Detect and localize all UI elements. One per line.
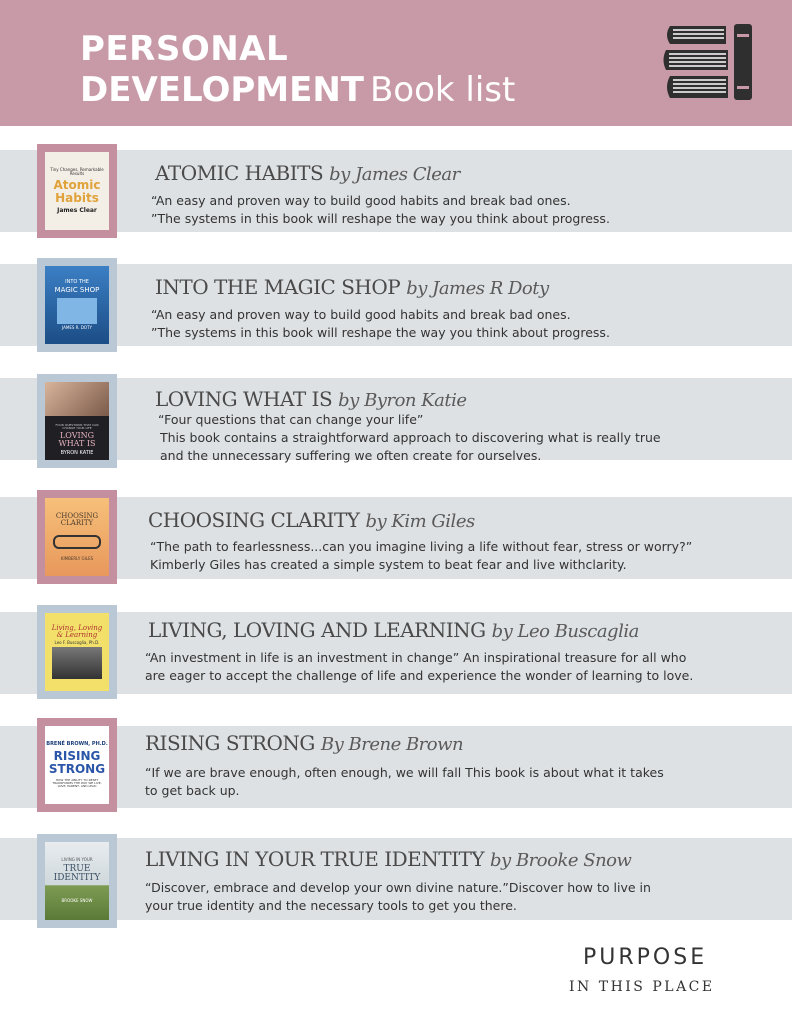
desc-line: “An investment in life is an investment in change” An inspirational treasure for all who: [145, 650, 687, 665]
book-title: ATOMIC HABITS: [155, 161, 324, 185]
desc-line: “The path to fearlessness...can you imagine living a life without fear, stress or worry?”: [150, 539, 693, 554]
footer-brand-line2: IN THIS PLACE: [569, 979, 715, 995]
cover-title: CHOOSING CLARITY: [55, 511, 99, 527]
cover-title: MAGIC SHOP: [54, 285, 100, 294]
book-cover-frame: [37, 834, 117, 928]
cover-portrait-graphic: [45, 382, 109, 416]
book-cover-frame: [37, 718, 117, 812]
cover-photo-graphic: [52, 647, 102, 679]
desc-line: and the unnecessary suffering we often create for ourselves.: [160, 448, 542, 463]
book-title: LIVING, LOVING AND LEARNING: [148, 618, 486, 642]
book-author: By Brene Brown: [320, 734, 464, 755]
cover-author: JAMES R. DOTY: [62, 325, 92, 331]
book-author: by Byron Katie: [338, 390, 467, 411]
book-author: by Kim Giles: [365, 511, 475, 532]
cover-title: Living, Loving & Learning: [51, 623, 103, 639]
book-title: CHOOSING CLARITY: [148, 508, 360, 532]
book-cover-atomic-habits: [45, 152, 109, 230]
cover-tagline: Tiny Changes, Remarkable Results: [50, 167, 104, 177]
cover-tagline: FOUR QUESTIONS THAT CAN CHANGE YOUR LIFE: [55, 422, 99, 430]
book-title-line: [155, 386, 467, 414]
cover-glasses-graphic: [53, 535, 101, 549]
cover-title: LOVING WHAT IS: [58, 430, 96, 449]
book-title-line: [148, 617, 639, 645]
desc-line: “An easy and proven way to build good habits and break bad ones.: [151, 307, 571, 322]
book-cover-true-identity: [45, 842, 109, 920]
book-cover-living-loving-learning: [45, 613, 109, 691]
desc-line: This book contains a straightforward approach to discovering what is really true: [160, 430, 661, 445]
book-title: INTO THE MAGIC SHOP: [155, 275, 401, 299]
page-title-line1: PERSONAL: [80, 29, 289, 69]
book-title-line: [155, 274, 549, 302]
book-author: by Leo Buscaglia: [491, 621, 639, 642]
page-title-light: Book list: [369, 70, 516, 110]
cover-tagline: BRENÉ BROWN, PH.D.: [46, 741, 108, 748]
book-description: [151, 192, 751, 228]
desc-line: your true identity and the necessary tools to get you there.: [145, 898, 517, 913]
book-title-line: [145, 730, 463, 758]
cover-subtitle: HOW THE ABILITY TO RESET TRANSFORMS THE WAY WE LIVE, LOVE, PARENT, AND LEAD: [52, 777, 102, 788]
book-cover-frame: [37, 258, 117, 352]
page-title-line2: [80, 70, 515, 110]
cover-title: RISING STRONG: [48, 749, 106, 776]
book-author: by James R Doty: [406, 278, 549, 299]
book-title-line: [155, 160, 460, 188]
book-cover-frame: [37, 374, 117, 468]
cover-author: KIMBERLY GILES: [60, 556, 94, 562]
book-author: by James Clear: [329, 164, 460, 185]
book-description: [150, 538, 750, 574]
book-title: RISING STRONG: [145, 731, 315, 755]
book-title-line: [148, 507, 475, 535]
book-cover-frame: [37, 605, 117, 699]
stacked-books-icon: [662, 22, 756, 102]
book-cover-choosing-clarity: [45, 498, 109, 576]
book-cover-frame: [37, 144, 117, 238]
cover-doorway-graphic: [57, 298, 97, 324]
header-banner: [0, 0, 792, 126]
book-cover-frame: [37, 490, 117, 584]
book-title: LIVING IN YOUR TRUE IDENTITY: [145, 847, 485, 871]
desc-line: ”The systems in this book will reshape the way you think about progress.: [151, 325, 610, 340]
cover-author: Leo F. Buscaglia, Ph.D.: [54, 640, 100, 646]
cover-author: James Clear: [57, 206, 97, 214]
book-cover-into-the-magic-shop: [45, 266, 109, 344]
book-title: LOVING WHAT IS: [155, 387, 333, 411]
desc-line: “Discover, embrace and develop your own divine nature.”Discover how to live in: [145, 880, 651, 895]
book-description: [151, 306, 751, 342]
cover-tagline: INTO THE: [65, 278, 89, 285]
desc-line: Kimberly Giles has created a simple system to beat fear and live withclarity.: [150, 557, 627, 572]
desc-line: are eager to accept the challenge of life and experience the wonder of learning to love.: [145, 668, 694, 683]
desc-line: “Four questions that can change your life”: [158, 412, 424, 427]
desc-line: “If we are brave enough, often enough, we will fall This book is about what it takes: [145, 765, 664, 780]
page-title-bold: DEVELOPMENT: [80, 70, 364, 110]
cover-title: Atomic Habits: [53, 178, 101, 206]
cover-title: TRUE IDENTITY: [53, 863, 101, 883]
desc-line: ”The systems in this book will reshape the way you think about progress.: [151, 211, 610, 226]
desc-line: “An easy and proven way to build good habits and break bad ones.: [151, 193, 571, 208]
book-author: by Brooke Snow: [490, 850, 632, 871]
book-description: [145, 649, 745, 685]
cover-author: BROOKE SNOW: [61, 898, 93, 904]
book-cover-rising-strong: [45, 726, 109, 804]
book-cover-loving-what-is: [45, 382, 109, 460]
book-description: [145, 879, 745, 915]
cover-author: BYRON KATIE: [60, 449, 94, 456]
book-description: [158, 411, 758, 465]
book-title-line: [145, 846, 631, 874]
desc-line: to get back up.: [145, 783, 240, 798]
cover-tagline: LIVING IN YOUR: [61, 857, 93, 863]
footer-brand-line1: PURPOSE: [583, 945, 708, 970]
book-description: [145, 764, 745, 800]
